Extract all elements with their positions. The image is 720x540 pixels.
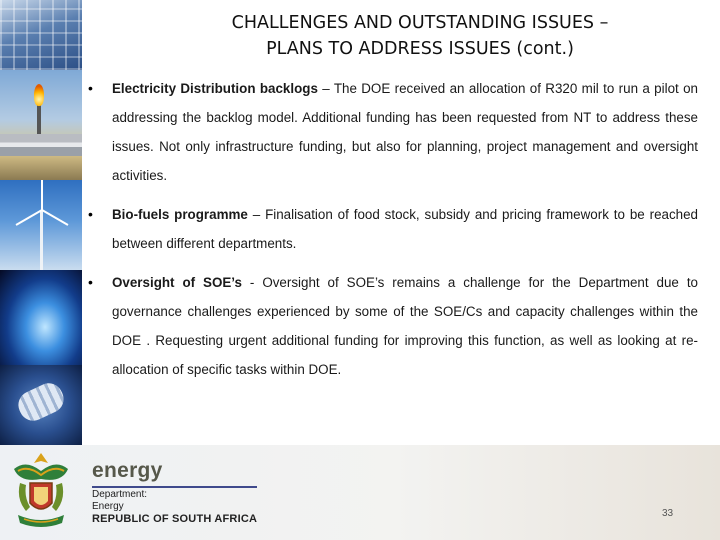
bullet-text bbox=[112, 268, 698, 384]
bullet-list bbox=[88, 74, 698, 394]
gas-pipeline-image bbox=[0, 70, 82, 180]
flare-tower bbox=[37, 104, 41, 134]
bullet-heading: Electricity Distribution backlogs bbox=[112, 81, 318, 96]
bulb-icon bbox=[14, 379, 68, 426]
bullet-body: – Finalisation of food stock, subsidy and pricing framework to be reached between different departments. bbox=[112, 207, 699, 251]
country-name: REPUBLIC OF SOUTH AFRICA bbox=[92, 513, 258, 525]
brand-rule bbox=[92, 486, 257, 488]
bullet-heading: Bio-fuels programme bbox=[112, 207, 248, 222]
brand-name: energy bbox=[92, 459, 163, 482]
department-label: Department: bbox=[92, 489, 148, 500]
turbine-blade bbox=[42, 209, 69, 226]
image-strip bbox=[0, 0, 82, 445]
department-name: Energy bbox=[92, 501, 124, 512]
bullet-body: – The DOE received an allocation of R320 mil to run a pilot on addressing the backlog model. Additional funding has been requested from NT to address these issues. Not only infrastructure funding, but also for planning, project management and oversight activities. bbox=[112, 81, 698, 183]
title-line-2: PLANS TO ADDRESS ISSUES (cont.) bbox=[266, 39, 574, 59]
bullet-symbol: • bbox=[88, 206, 93, 222]
turbine-blade bbox=[16, 209, 43, 226]
page-number: 33 bbox=[662, 508, 674, 519]
turbine-blade bbox=[41, 180, 43, 210]
bullet-item bbox=[88, 200, 698, 258]
bullet-body: - Oversight of SOE’s remains a challenge for the Department due to governance challenges experienced by some of the SOE/Cs and capacity challenges within the DOE . Requesting urgent additional funding for improving this function, as well as looking at re-allocation of specific tasks within DOE. bbox=[112, 275, 698, 377]
bullet-heading: Oversight of SOE’s bbox=[112, 275, 242, 290]
energy-bulb-image bbox=[0, 365, 82, 445]
south-africa-coat-of-arms-icon bbox=[6, 449, 76, 535]
solar-panel-image bbox=[0, 0, 82, 70]
department-block bbox=[92, 489, 257, 525]
bullet-symbol: • bbox=[88, 80, 93, 96]
bullet-symbol: • bbox=[88, 274, 93, 290]
bullet-text bbox=[112, 200, 698, 258]
wind-turbine-image bbox=[0, 180, 82, 270]
title-line-1: CHALLENGES AND OUTSTANDING ISSUES – bbox=[231, 13, 609, 33]
blue-flame-image bbox=[0, 270, 82, 365]
bullet-text bbox=[112, 74, 698, 190]
bullet-item bbox=[88, 268, 698, 384]
page-title bbox=[150, 10, 690, 62]
bullet-item bbox=[88, 74, 698, 190]
turbine-mast bbox=[40, 210, 43, 270]
flame-icon bbox=[34, 84, 44, 106]
footer bbox=[0, 445, 720, 540]
